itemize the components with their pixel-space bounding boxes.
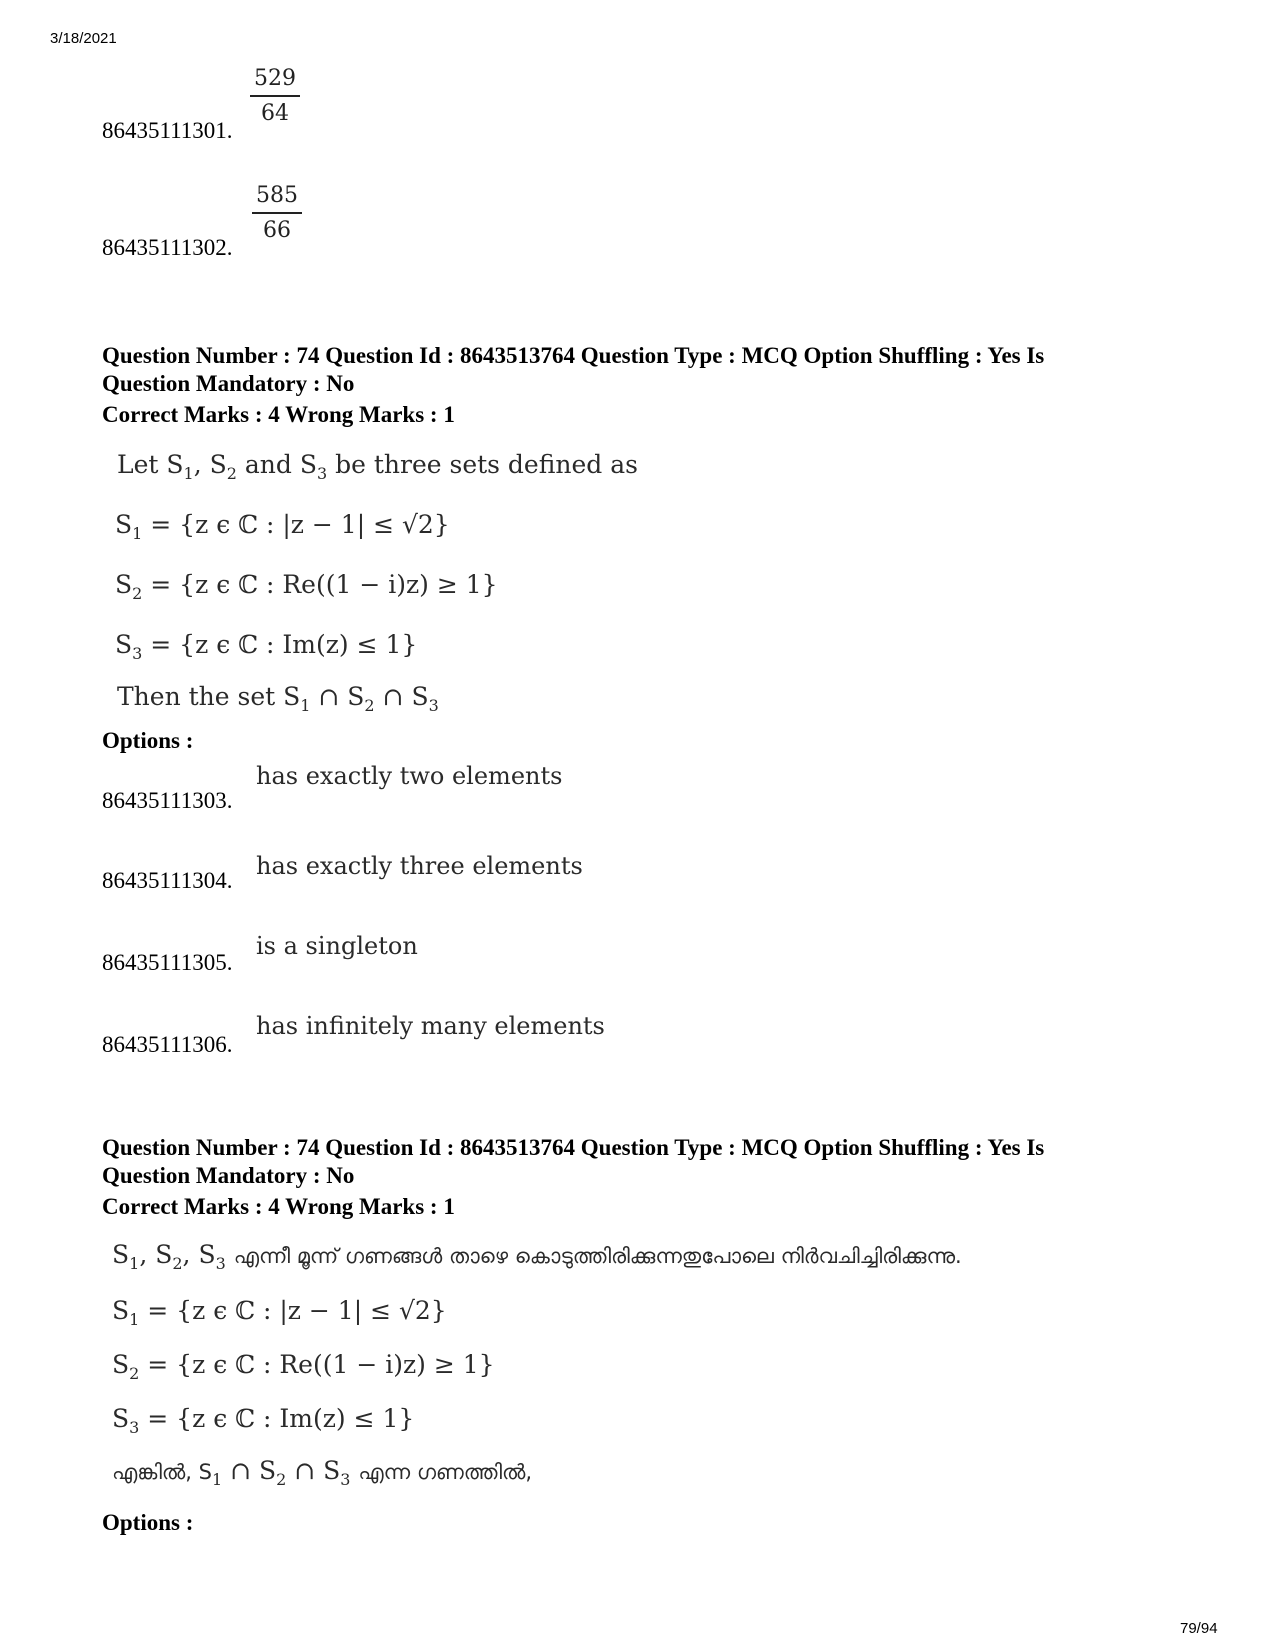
subscript: 1 <box>129 1310 140 1329</box>
equals: = <box>139 1404 177 1433</box>
subscript: 2 <box>132 584 143 603</box>
option-id: 86435111305. <box>102 950 233 975</box>
question-conclusion-ml <box>112 1456 532 1489</box>
set-s1-definition <box>112 1296 447 1329</box>
set-expression: {z ϵ ℂ : Im(z) ≤ 1} <box>179 630 418 659</box>
subscript: 3 <box>428 696 439 715</box>
question-intro-ml <box>112 1240 962 1273</box>
option-text: has infinitely many elements <box>256 1012 605 1040</box>
subscript: 2 <box>276 1470 287 1489</box>
set-s3-definition <box>112 1404 414 1437</box>
subscript: 1 <box>300 696 311 715</box>
subscript: 1 <box>211 1470 223 1489</box>
option-id: 86435111306. <box>102 1032 233 1057</box>
subscript: 1 <box>132 524 143 543</box>
set-expression: {z ϵ ℂ : Re((1 − i)z) ≥ 1} <box>179 570 498 599</box>
equals: = <box>139 1350 177 1379</box>
subscript: 2 <box>364 696 375 715</box>
fraction-numerator: 585 <box>252 183 302 214</box>
question-header-line1: Question Number : 74 Question Id : 8643513764 Question Type : MCQ Option Shuffling : Yes Is <box>102 1135 1045 1160</box>
subscript: 3 <box>316 464 328 483</box>
subscript: 2 <box>226 464 237 483</box>
subscript: 1 <box>129 1254 140 1273</box>
subscript: 3 <box>132 644 143 663</box>
print-date: 3/18/2021 <box>50 30 117 47</box>
set-s2-definition <box>115 570 498 603</box>
set-s3-definition <box>115 630 417 663</box>
question-marks: Correct Marks : 4 Wrong Marks : 1 <box>102 1194 455 1219</box>
options-label: Options : <box>102 728 194 753</box>
question-header <box>102 342 1182 398</box>
fraction-option <box>250 66 300 126</box>
subscript: 3 <box>129 1418 140 1437</box>
equals: = <box>142 570 180 599</box>
fraction-numerator: 529 <box>250 66 300 97</box>
set-s1-definition <box>115 510 450 543</box>
set-symbol: S <box>112 1240 130 1269</box>
question-marks: Correct Marks : 4 Wrong Marks : 1 <box>102 402 455 427</box>
page-number: 79/94 <box>1180 1620 1218 1637</box>
option-id: 86435111304. <box>102 868 233 893</box>
set-symbol: S <box>115 510 133 539</box>
question-header-line2: Question Mandatory : No <box>102 1163 355 1188</box>
intersection: ∩ S <box>222 1456 277 1485</box>
text: , S <box>182 1240 216 1269</box>
subscript: 3 <box>340 1470 351 1489</box>
set-symbol: S <box>112 1404 130 1433</box>
text: , S <box>139 1240 173 1269</box>
text: , S <box>193 450 227 479</box>
set-s2-definition <box>112 1350 495 1383</box>
fraction-denominator: 66 <box>263 218 291 243</box>
text: be three sets defined as <box>327 450 638 479</box>
set-symbol: S <box>115 570 133 599</box>
question-header-line1: Question Number : 74 Question Id : 8643513764 Question Type : MCQ Option Shuffling : Yes Is <box>102 343 1045 368</box>
question-header-line2: Question Mandatory : No <box>102 371 355 396</box>
option-id: 86435111302. <box>102 235 233 260</box>
malayalam-text: എന്ന ഗണത്തിൽ, <box>358 1460 533 1484</box>
equals: = <box>142 510 180 539</box>
intersection: ∩ S <box>374 682 429 711</box>
question-conclusion <box>117 682 439 715</box>
set-expression: {z ϵ ℂ : Im(z) ≤ 1} <box>176 1404 415 1433</box>
set-symbol: S <box>112 1296 130 1325</box>
text: and S <box>236 450 317 479</box>
subscript: 2 <box>172 1254 183 1273</box>
set-symbol: S <box>115 630 133 659</box>
option-text: has exactly two elements <box>256 762 563 790</box>
intersection: ∩ S <box>286 1456 341 1485</box>
fraction-denominator: 64 <box>261 101 289 126</box>
set-expression: {z ϵ ℂ : Re((1 − i)z) ≥ 1} <box>176 1350 495 1379</box>
equals: = <box>139 1296 177 1325</box>
options-label: Options : <box>102 1510 194 1535</box>
question-header <box>102 1134 1182 1190</box>
malayalam-text: എന്നീ മൂന്ന് ഗണങ്ങൾ താഴെ കൊടുത്തിരിക്കുന്നതുപോലെ നിർവചിച്ചിരിക്കുന്നു. <box>233 1244 962 1268</box>
subscript: 2 <box>129 1364 140 1383</box>
option-text: has exactly three elements <box>256 852 583 880</box>
option-id: 86435111301. <box>102 118 233 143</box>
option-id: 86435111303. <box>102 788 233 813</box>
option-text: is a singleton <box>256 932 418 960</box>
intersection: ∩ S <box>310 682 365 711</box>
malayalam-text: എങ്കിൽ, S <box>112 1460 212 1484</box>
set-expression: {z ϵ ℂ : |z − 1| ≤ √2} <box>176 1296 447 1325</box>
question-intro <box>117 450 638 483</box>
equals: = <box>142 630 180 659</box>
fraction-option <box>252 183 302 243</box>
text: Then the set S <box>117 682 301 711</box>
subscript: 1 <box>183 464 194 483</box>
subscript: 3 <box>215 1254 226 1273</box>
set-expression: {z ϵ ℂ : |z − 1| ≤ √2} <box>179 510 450 539</box>
text: Let S <box>117 450 184 479</box>
set-symbol: S <box>112 1350 130 1379</box>
